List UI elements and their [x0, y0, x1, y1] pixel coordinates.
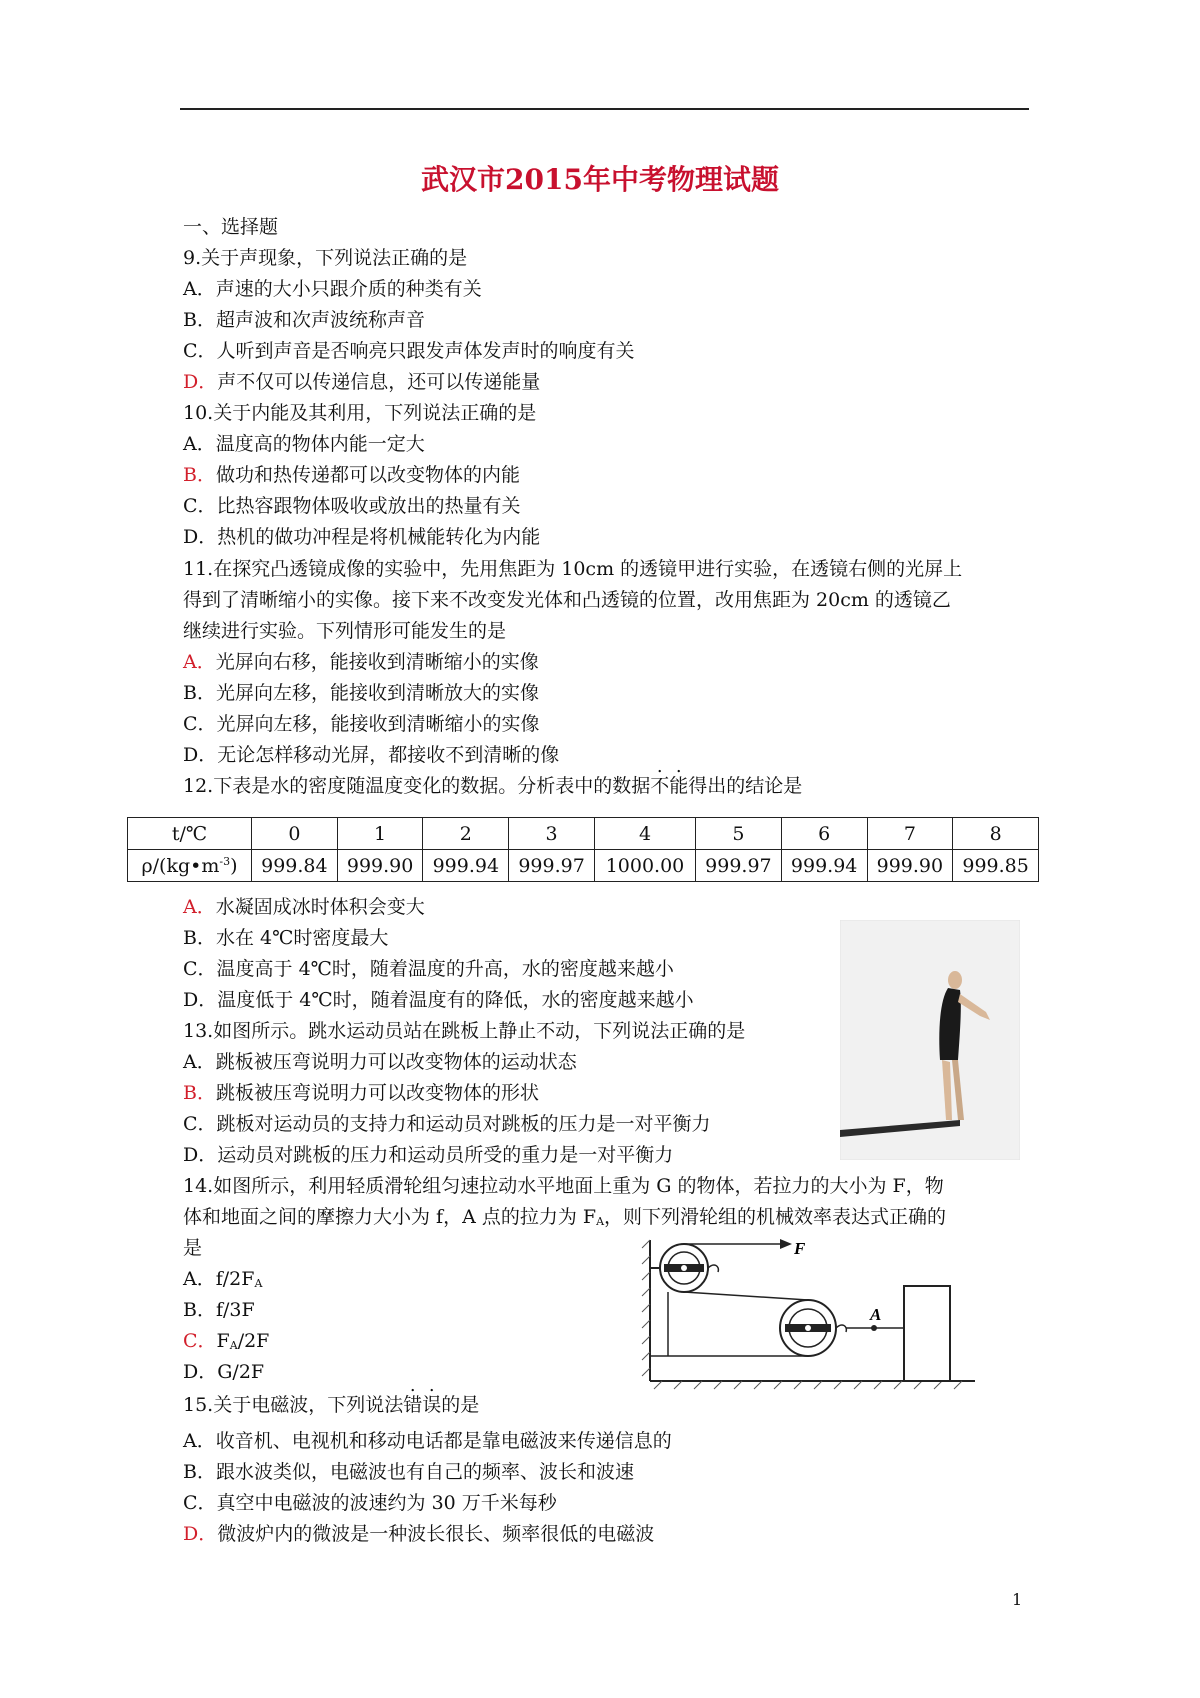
table-cell: 999.84 — [252, 850, 338, 882]
q10-option-c: C．比热容跟物体吸收或放出的热量有关 — [183, 495, 521, 517]
table-cell: 999.85 — [953, 850, 1039, 882]
table-row — [128, 818, 1039, 850]
q11-option-b: B．光屏向左移，能接收到清晰放大的实像 — [183, 682, 539, 704]
table-cell: 2 — [423, 818, 509, 850]
q10-option-b: B．做功和热传递都可以改变物体的内能 — [183, 464, 520, 486]
q9-option-a: A．声速的大小只跟介质的种类有关 — [183, 278, 482, 300]
table-cell: 999.97 — [509, 850, 595, 882]
table-cell: 1 — [337, 818, 423, 850]
table-cell: 4 — [594, 818, 695, 850]
q9-option-b: B．超声波和次声波统称声音 — [183, 309, 425, 331]
q12-option-d: D．温度低于 4℃时，随着温度有的降低，水的密度越来越小 — [183, 989, 694, 1011]
table-cell: 3 — [509, 818, 595, 850]
section-heading: 一、选择题 — [183, 216, 279, 238]
q15-option-d: D．微波炉内的微波是一种波长很长、频率很低的电磁波 — [183, 1523, 655, 1545]
page-title: 武汉市2015年中考物理试题 — [421, 163, 779, 196]
q14-stem-line-1: 14.如图所示，利用轻质滑轮组匀速拉动水平地面上重为 G 的物体，若拉力的大小为 F，物 — [183, 1175, 944, 1197]
q13-option-b: B．跳板被压弯说明力可以改变物体的形状 — [183, 1082, 539, 1104]
q11-stem-line-1: 11.在探究凸透镜成像的实验中，先用焦距为 10cm 的透镜甲进行实验，在透镜右侧的光屏上 — [183, 558, 963, 580]
block — [904, 1286, 950, 1381]
table-cell: 0 — [252, 818, 338, 850]
q15-option-b: B．跟水波类似，电磁波也有自己的频率、波长和波速 — [183, 1461, 634, 1483]
table-cell: 5 — [696, 818, 782, 850]
q12-option-c: C．温度高于 4℃时，随着温度的升高，水的密度越来越小 — [183, 958, 674, 980]
label-f: F — [794, 1239, 806, 1258]
diver-figure — [840, 920, 1020, 1160]
q15-stem: 15.关于电磁波，下列说法错误的是 — [183, 1394, 480, 1416]
table-cell: 8 — [953, 818, 1039, 850]
q11-option-d: D．无论怎样移动光屏，都接收不到清晰的像 — [183, 744, 560, 766]
table-cell: 999.90 — [337, 850, 423, 882]
q13-option-a: A．跳板被压弯说明力可以改变物体的运动状态 — [183, 1051, 577, 1073]
pulley-figure — [640, 1236, 980, 1396]
q14-option-c: C．FA/2F — [183, 1330, 270, 1352]
table-cell: 999.94 — [781, 850, 867, 882]
table-cell: 7 — [867, 818, 953, 850]
q11-stem-line-2: 得到了清晰缩小的实像。接下来不改变发光体和凸透镜的位置，改用焦距为 20cm 的透镜乙 — [183, 589, 951, 611]
table-cell: 1000.00 — [594, 850, 695, 882]
q14-stem-line-3: 是 — [183, 1237, 203, 1259]
page-number: 1 — [1012, 1590, 1023, 1609]
q14-option-d: D．G/2F — [183, 1361, 265, 1383]
q11-stem-line-3: 继续进行实验。下列情形可能发生的是 — [183, 620, 507, 642]
table-cell: 999.90 — [867, 850, 953, 882]
q12-stem: 12.下表是水的密度随温度变化的数据。分析表中的数据不能得出的结论是 — [183, 775, 803, 797]
q10-option-a: A．温度高的物体内能一定大 — [183, 433, 425, 455]
q9-stem: 9.关于声现象，下列说法正确的是 — [183, 247, 468, 269]
q9-option-c: C．人听到声音是否响亮只跟发声体发声时的响度有关 — [183, 340, 635, 362]
table-cell: 999.94 — [423, 850, 509, 882]
table-row — [128, 850, 1039, 882]
header-rule — [180, 108, 1029, 110]
diver-head — [948, 971, 962, 989]
q14-option-a: A．f/2FA — [183, 1268, 263, 1290]
q10-stem: 10.关于内能及其利用，下列说法正确的是 — [183, 402, 537, 424]
q13-option-c: C．跳板对运动员的支持力和运动员对跳板的压力是一对平衡力 — [183, 1113, 711, 1135]
q14-option-b: B．f/3F — [183, 1299, 255, 1321]
table-cell: 999.97 — [696, 850, 782, 882]
q12-option-b: B．水在 4℃时密度最大 — [183, 927, 389, 949]
q11-option-a: A．光屏向右移，能接收到清晰缩小的实像 — [183, 651, 539, 673]
density-table — [127, 817, 1039, 882]
q9-option-d: D．声不仅可以传递信息，还可以传递能量 — [183, 371, 541, 393]
q15-option-a: A．收音机、电视机和移动电话都是靠电磁波来传递信息的 — [183, 1430, 672, 1452]
q13-option-d: D．运动员对跳板的压力和运动员所受的重力是一对平衡力 — [183, 1144, 674, 1166]
q11-option-c: C．光屏向左移，能接收到清晰缩小的实像 — [183, 713, 540, 735]
table-cell: 6 — [781, 818, 867, 850]
q13-stem: 13.如图所示。跳水运动员站在跳板上静止不动，下列说法正确的是 — [183, 1020, 746, 1042]
table-header-density: $\rho/(kg•m^{-3})$ — [128, 850, 252, 882]
q12-option-a: A．水凝固成冰时体积会变大 — [183, 896, 425, 918]
q10-option-d: D．热机的做功冲程是将机械能转化为内能 — [183, 526, 541, 548]
label-a: A — [870, 1305, 882, 1324]
q14-stem-line-2: 体和地面之间的摩擦力大小为 f，A 点的拉力为 FA，则下列滑轮组的机械效率表达式正确的 — [183, 1206, 947, 1228]
force-arrow — [780, 1239, 792, 1249]
q15-option-c: C．真空中电磁波的波速约为 30 万千米每秒 — [183, 1492, 557, 1514]
table-header-temp: t/℃ — [128, 818, 252, 850]
point-a — [871, 1325, 877, 1331]
